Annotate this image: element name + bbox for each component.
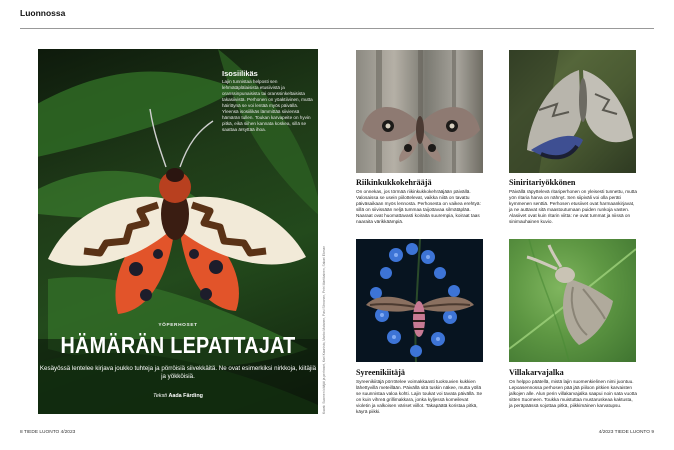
species-text-4: On helppo päätellä, mistä lajin suomenkielinen nimi juontuu. Lepoasennossa perhosen pää jää piiloon pitkien karvaisten jalkojen alle. Alun perin villakarvajalka saapui noin sata vuotta sitten Suomeen. Toukka muistuttaa mustaruskeaa kaktusta, ja peräpäässä sojottaa pitkä, piikkimäinen karvatupsu. [509, 379, 637, 409]
article-kicker: YÖPERHOSET [158, 323, 198, 328]
article-title: HÄMÄRÄN LEPATTAJAT [60, 332, 296, 358]
article-intro: Kesäyössä lentelee kirjava joukko tuhteja ja pörröisiä siivekkäitä. Ne ovat esimerkiksi nirkkoja, kiitäjiä ja yökköisiä. [39, 365, 317, 381]
footer-right: 4/2023 TIEDE LUONTO 9 [598, 430, 654, 435]
photo-credit-text: Kuvat: Suomen kiitäjät ja perhoset, Kari Kaunisto, Marko Mutanen, Pasi Sihvonen, Petri Martikainen, Sakari Ekman [322, 245, 326, 414]
sidebar-text: Lajin tunnistaa helposti sen lehmätäplälaisista etusiivistä ja oranssinpunaisista tai oranssinkeltaisista takasiivistä. Perhonen on yöaktiivinen, mutta häirittynä se voi lentää myös päivällä. Yleensä isosiilikäs lämmittää siiviensä hämärän tullen. Toukan karvapeite on hyvin pitkä, eikä siihen kannata koskea, sillä se saattaa ärsyttää ihoa. [222, 79, 313, 132]
species-text-1: On onnekas, jos törmää riikinkukkokehrääjään päivällä. Valosaissa se usein piilottelevat, vaikka niitä on tavattu päiväsaikaan myös lennosta. Perhosesta on vaikea erehtyä: sillä on siivissään neljä tummaa taijottavaa silmätäplää. Naaraat ovat huomattavasti koiraita suurempia, koiraat taas naaraita värikkäämpiä. [356, 189, 481, 225]
header-rule [20, 28, 654, 29]
privet-hawkmoth-photo [356, 239, 483, 362]
species-title-1: Riikinkukkokehrääjä [356, 178, 432, 187]
pale-tussock-photo [509, 239, 636, 362]
footer-left: 8 TIEDE LUONTO 4/2023 [20, 430, 76, 435]
emperor-moth-photo [356, 50, 483, 173]
byline-author: Aada Färding [168, 393, 203, 399]
blue-underwing-photo [509, 50, 636, 173]
species-text-2: Päivällä räpyttelevä ritariperhonen on yleisesti tunnettu, mutta yön ritaria harva on nähnyt. Sen siipiväli voi olla peräti kymmenen senttiä. Perhosen etusiivet ovat harmaankirjavat, ja ne auttavat sitä maastoutumaan puiden runkoja vasten. Alasiivet ovat kuin ritarin viitta: ne ovat tummat ja niissä on sinimauhainen kuvio. [509, 189, 637, 225]
sidebar-title: Isosiilikäs [222, 69, 258, 78]
species-text-3: Syreenikiitäjä pörrötelee voimakkaasti tuoksuvien kukkien lähettyvillä meteillään. Päivällä sitä tuskin näkee, mutta yöllä se suunnistaa valoa kohti. Lajin toukat voi tavata päivällä. Se on kuin vihreä grillimakkara, jonka kyljessä komeilevat violetin ja valkoisen väriset viillot. Takapäätä koristaa pitkä, käyrä piikki. [356, 379, 483, 415]
species-title-2: Siniritariyökkönen [509, 178, 576, 187]
species-title-3: Syreenikiitäjä [356, 368, 405, 377]
section-label: Luonnossa [20, 8, 66, 18]
species-title-4: Villakarvajalka [509, 368, 564, 377]
article-byline [38, 393, 318, 399]
byline-label: Teksti [153, 393, 167, 399]
photo-credit [322, 214, 326, 414]
